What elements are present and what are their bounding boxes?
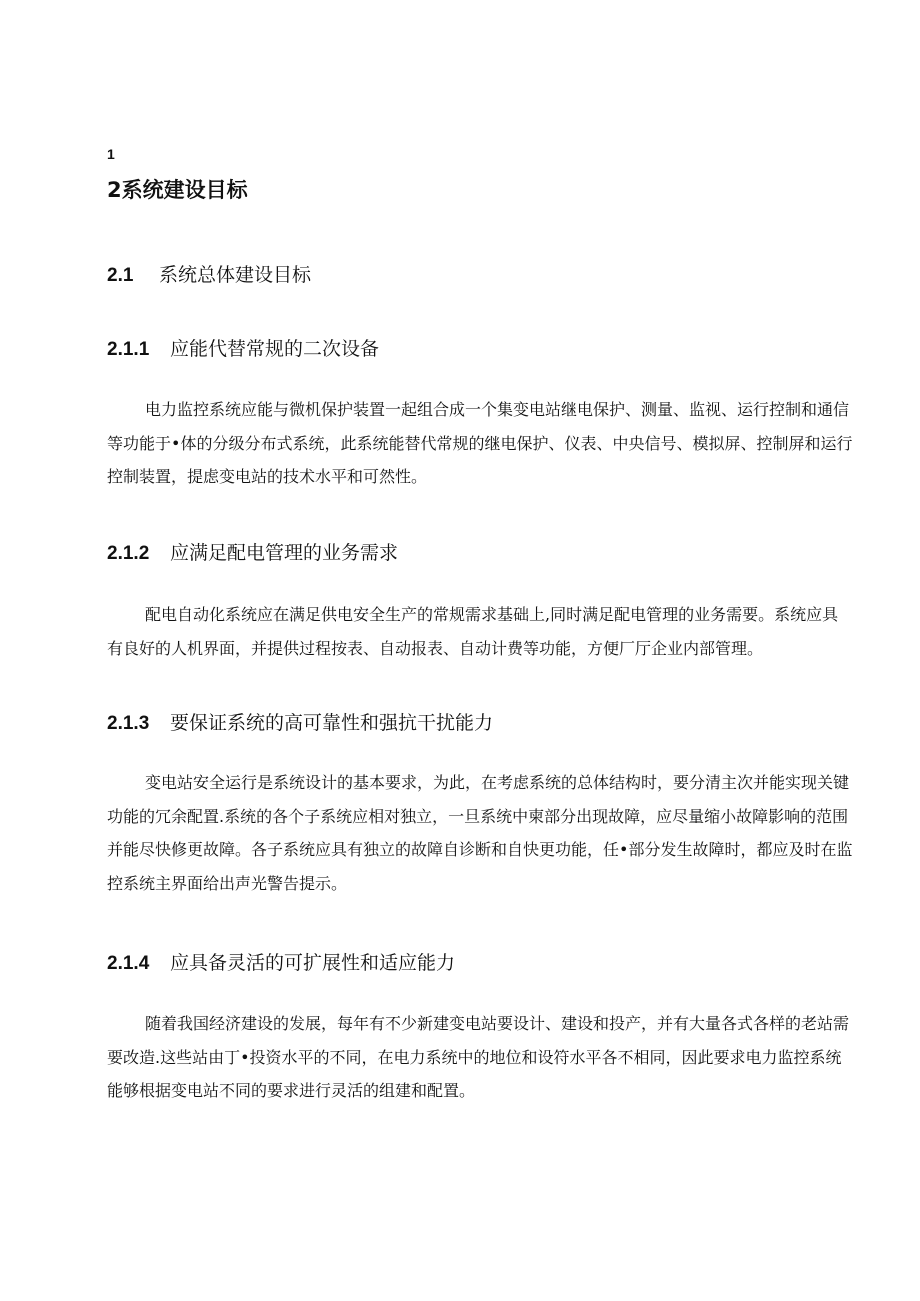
- subsection-title: 应能代替常规的二次设备: [170, 338, 380, 360]
- paragraph-2-1-4: 随着我国经济建设的发展，每年有不少新建变电站要设计、建设和投产，并有大量各式各样的老站需要改造.这些站由丁•投资水平的不同，在电力系统中的地位和设符水平各不相同，因此要求电力监控系统能够根据变电站不同的要求进行灵活的组建和配置。: [107, 1014, 850, 1100]
- subsection-heading-2-1-3: [107, 710, 493, 737]
- page-number: 1: [107, 146, 115, 162]
- subsection-heading-2-1-4: [107, 950, 455, 977]
- subsection-number: 2.1.4: [107, 953, 150, 974]
- section-heading-2-1: [107, 262, 311, 289]
- subsection-heading-2-1-1: [107, 336, 379, 363]
- chapter-title: 2系统建设目标: [107, 178, 248, 202]
- section-title: 系统总体建设目标: [159, 264, 312, 286]
- subsection-title: 要保证系统的高可靠性和强抗干扰能力: [170, 712, 494, 734]
- subsection-heading-2-1-2: [107, 540, 398, 567]
- paragraph-2-1-1: 电力监控系统应能与微机保护装置一起组合成一个集变电站继电保护、测量、监视、运行控制和通信等功能于•体的分级分布式系统，此系统能替代常规的继电保护、仪表、中央信号、模拟屏、控制屏和运行控制装置，提虑变电站的技术水平和可然性。: [107, 400, 853, 486]
- subsection-title: 应具备灵活的可扩展性和适应能力: [170, 952, 456, 974]
- paragraph-2-1-3: 变电站安全运行是系统设计的基本要求，为此，在考虑系统的总体结构时，要分清主次并能实现关键功能的冗余配置.系统的各个子系统应相对独立，一旦系统中柬部分出现故障，应尽量缩小故障影响的范围并能尽快修更故障。各子系统应具有独立的故障自诊断和自快更功能，任•部分发生故障时，都应及时在监控系统主界面给出声光警告提示。: [107, 773, 853, 893]
- subsection-number: 2.1.3: [107, 713, 150, 734]
- section-number: 2.1: [107, 265, 134, 286]
- subsection-number: 2.1.1: [107, 339, 150, 360]
- subsection-title: 应满足配电管理的业务需求: [170, 542, 399, 564]
- subsection-number: 2.1.2: [107, 543, 150, 564]
- paragraph-2-1-2: 配电自动化系统应在满足供电安全生产的常规需求基础上,同时满足配电管理的业务需要。系统应具有良好的人机界面，并提供过程按表、自动报表、自动计费等功能，方便厂厅企业内部管理。: [107, 605, 839, 658]
